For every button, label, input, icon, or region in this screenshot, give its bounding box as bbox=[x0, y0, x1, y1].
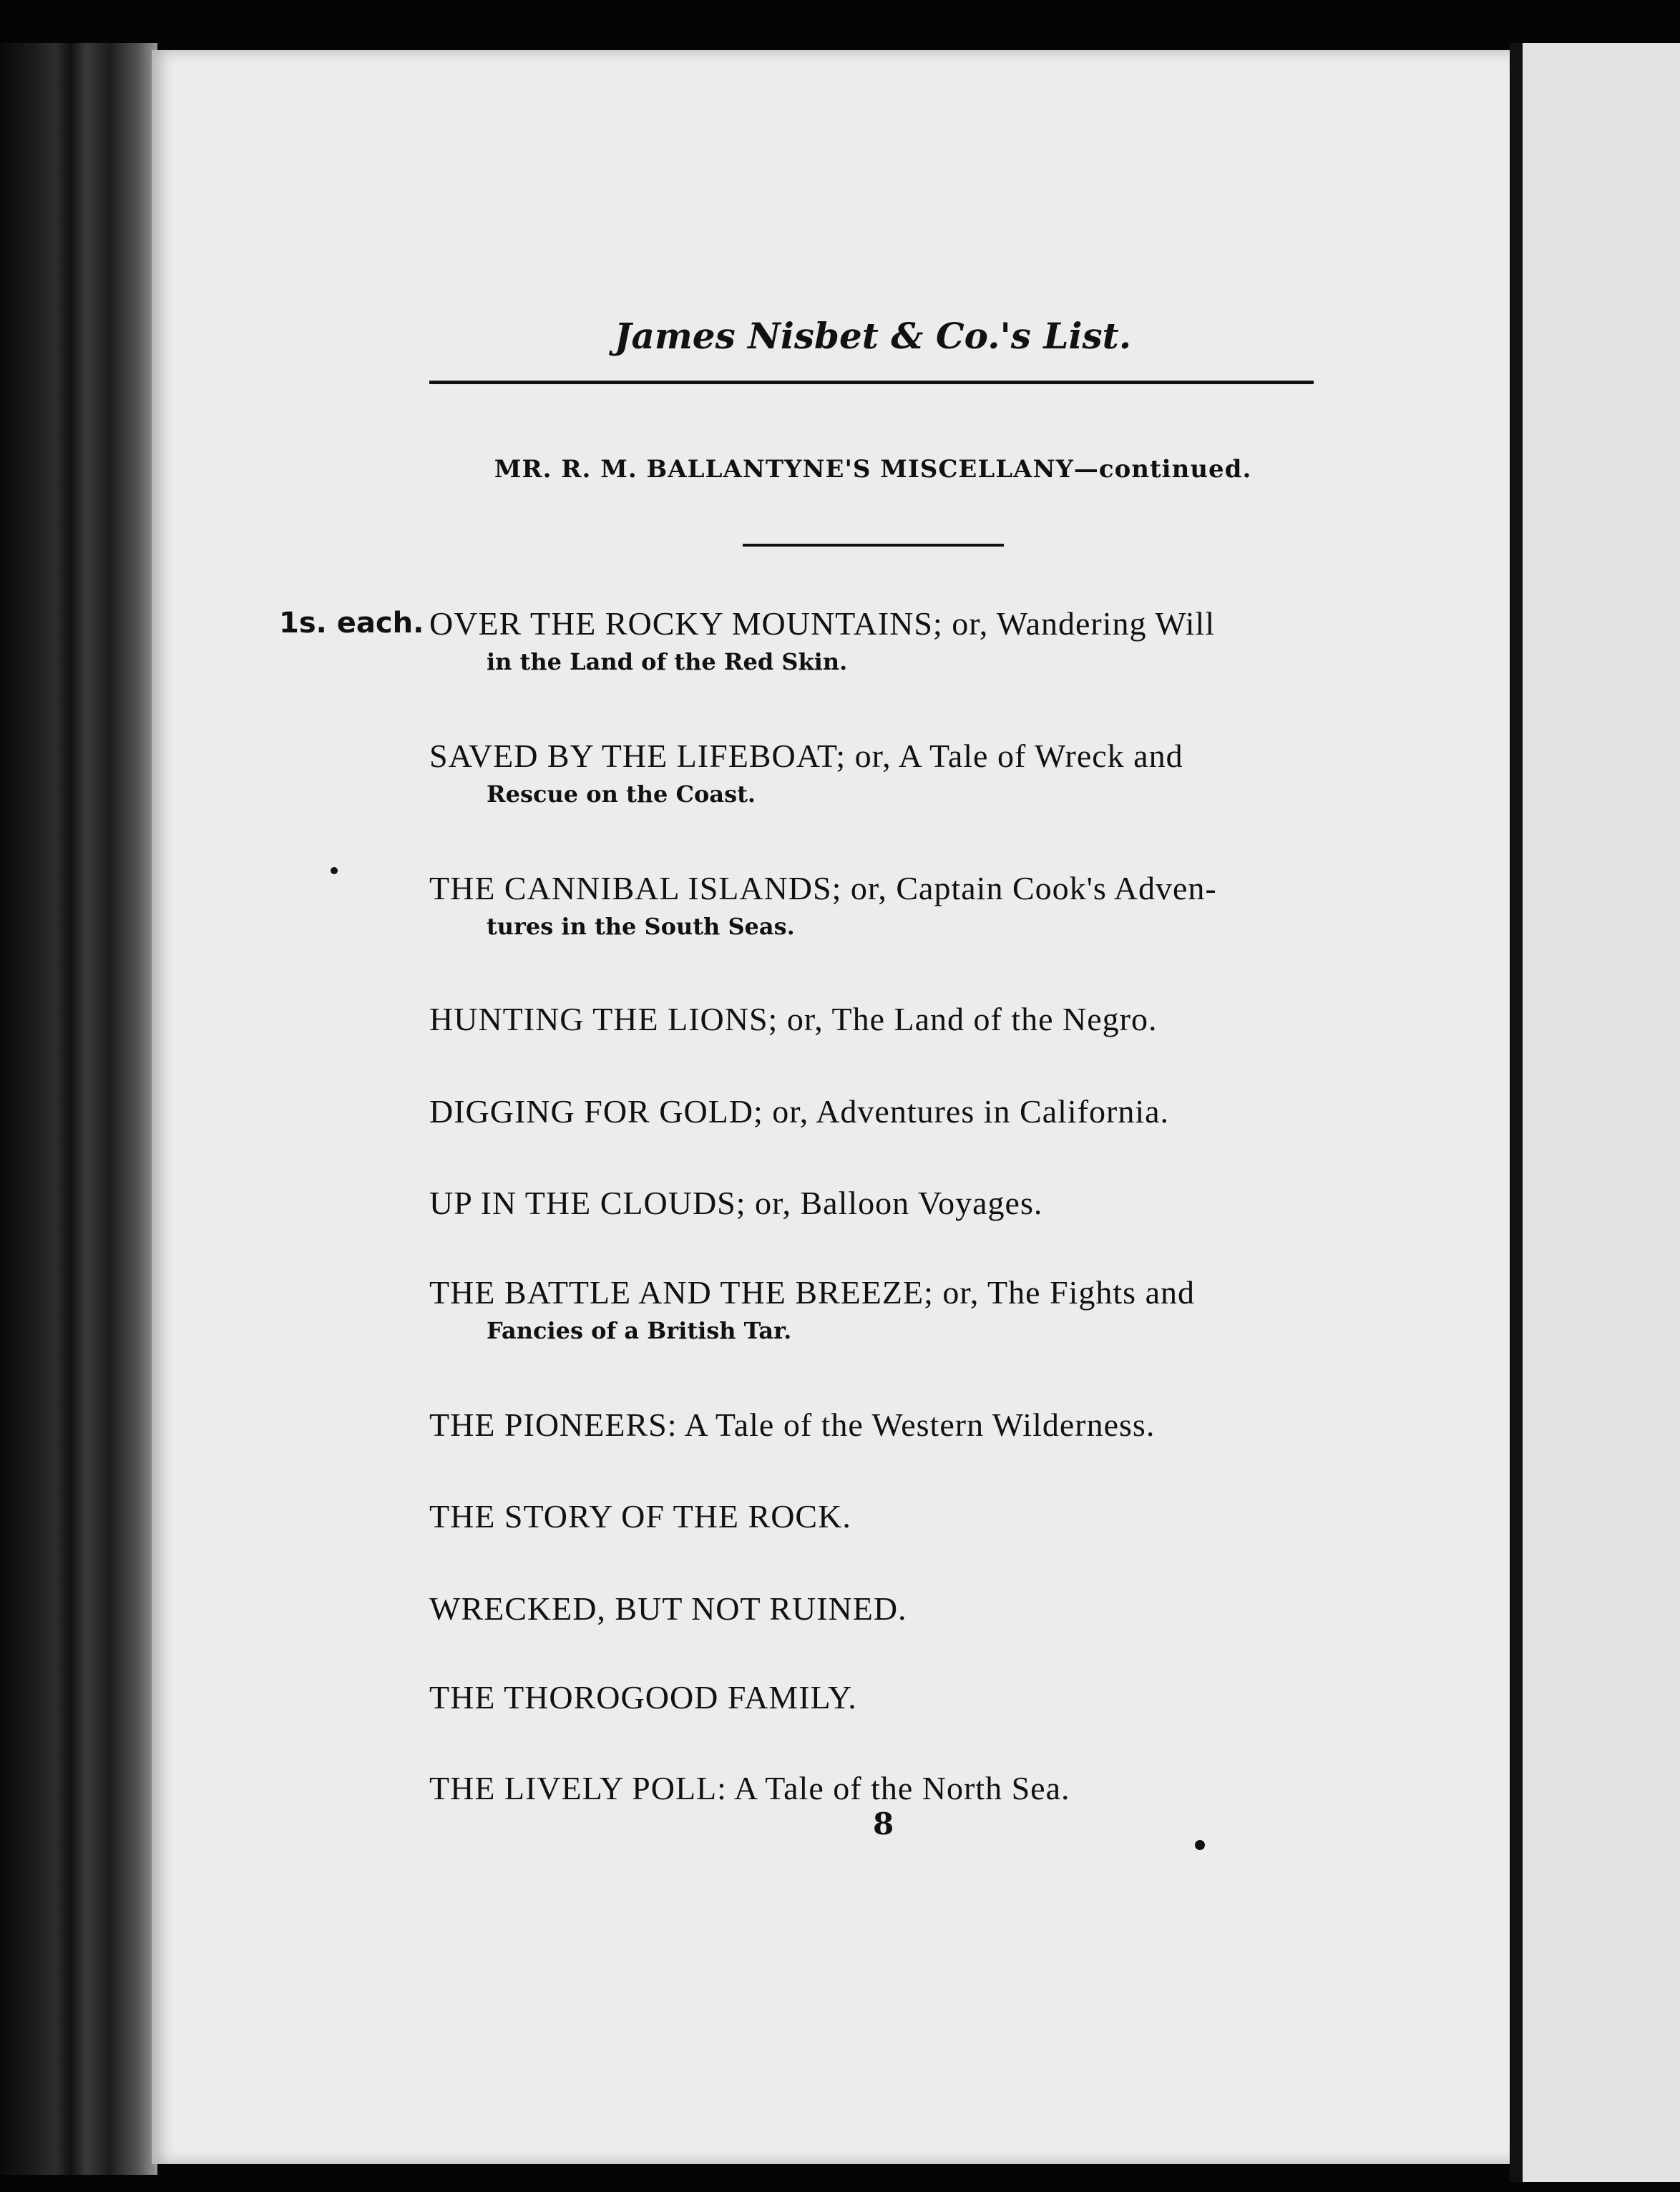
book-entry bbox=[429, 737, 1324, 808]
book-entry bbox=[429, 1000, 1324, 1038]
entry-title: HUNTING THE LIONS; or, The Land of the Negro. bbox=[429, 1001, 1158, 1037]
section-title: MR. R. M. BALLANTYNE'S MISCELLANY—continued. bbox=[494, 455, 1252, 484]
entry-title: SAVED BY THE LIFEBOAT; or, A Tale of Wreck and bbox=[429, 738, 1183, 774]
price-label: 1s. each. bbox=[279, 607, 424, 640]
book-entry bbox=[429, 1590, 1324, 1628]
book-entry bbox=[429, 1184, 1324, 1222]
book-entry bbox=[429, 1497, 1324, 1535]
entry-title: OVER THE ROCKY MOUNTAINS; or, Wandering Will bbox=[429, 605, 1216, 642]
section-divider bbox=[743, 544, 1004, 547]
entry-continuation: Fancies of a British Tar. bbox=[487, 1317, 792, 1344]
book-entry bbox=[429, 1769, 1324, 1807]
entry-continuation: tures in the South Seas. bbox=[487, 913, 795, 940]
ink-speck bbox=[331, 867, 338, 874]
entry-title: THE THOROGOOD FAMILY. bbox=[429, 1679, 857, 1716]
page-number: 8 bbox=[873, 1806, 894, 1841]
adjacent-page bbox=[1523, 43, 1680, 2182]
book-entry bbox=[429, 1678, 1324, 1716]
entry-title: WRECKED, BUT NOT RUINED. bbox=[429, 1590, 907, 1627]
book-entry bbox=[429, 869, 1324, 940]
running-header: James Nisbet & Co.'s List. bbox=[614, 315, 1132, 357]
book-entry bbox=[429, 605, 1324, 675]
entry-title: UP IN THE CLOUDS; or, Balloon Voyages. bbox=[429, 1185, 1043, 1221]
entry-title: THE BATTLE AND THE BREEZE; or, The Fights and bbox=[429, 1274, 1195, 1311]
entry-title: THE STORY OF THE ROCK. bbox=[429, 1498, 851, 1535]
book-entry bbox=[429, 1406, 1324, 1444]
entry-title: DIGGING FOR GOLD; or, Adventures in California. bbox=[429, 1093, 1170, 1130]
entry-continuation: Rescue on the Coast. bbox=[487, 781, 756, 808]
entry-title: THE CANNIBAL ISLANDS; or, Captain Cook's Adven- bbox=[429, 870, 1217, 906]
page-gutter bbox=[1510, 43, 1523, 2182]
book-entry bbox=[429, 1273, 1324, 1344]
entry-title: THE LIVELY POLL: A Tale of the North Sea. bbox=[429, 1770, 1070, 1806]
entry-title: THE PIONEERS: A Tale of the Western Wilderness. bbox=[429, 1406, 1156, 1443]
ink-speck bbox=[1195, 1840, 1205, 1850]
book-entry bbox=[429, 1092, 1324, 1130]
entry-continuation: in the Land of the Red Skin. bbox=[487, 648, 848, 675]
book-binding-edge bbox=[0, 43, 157, 2175]
header-rule bbox=[429, 381, 1314, 384]
